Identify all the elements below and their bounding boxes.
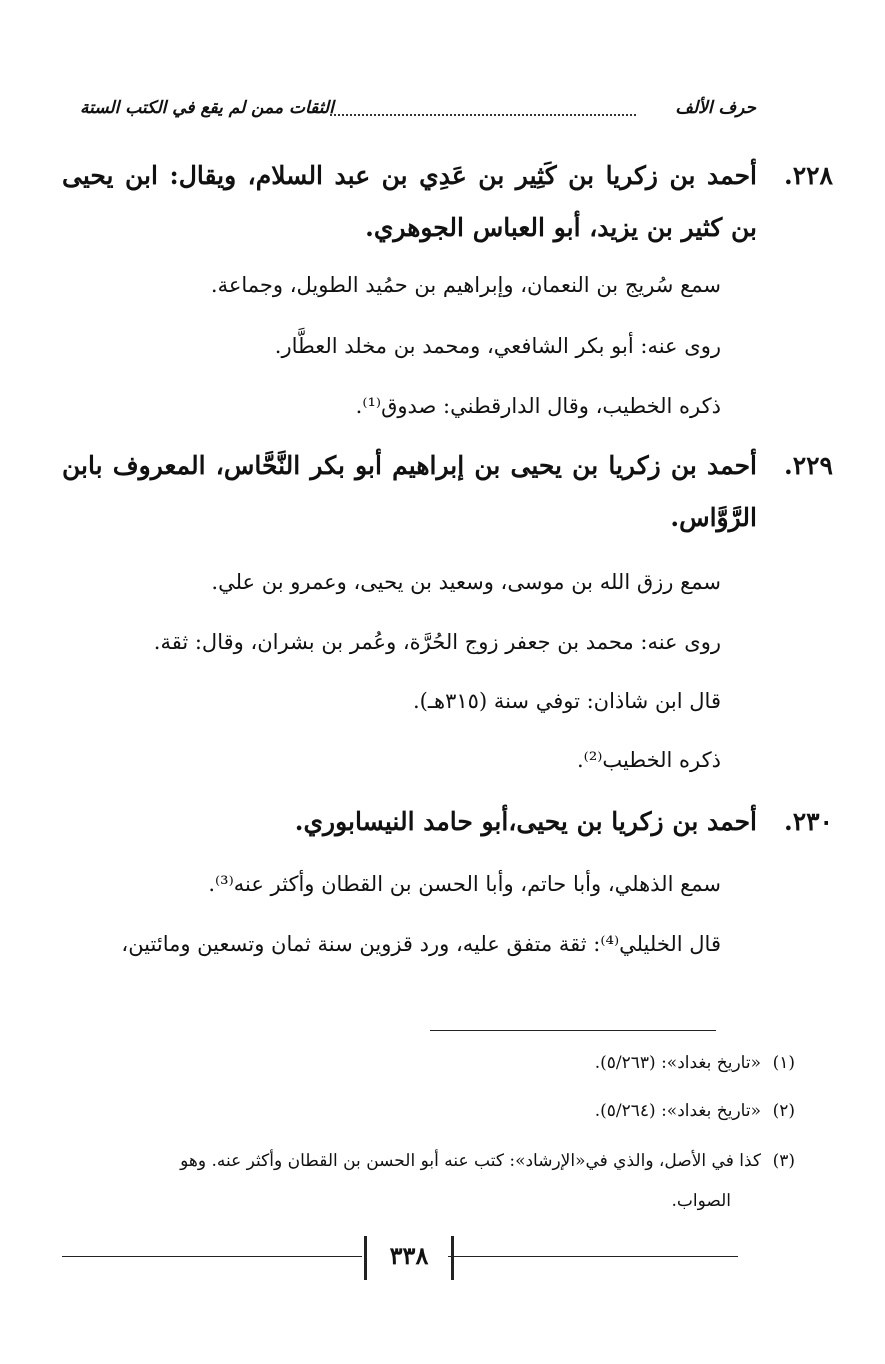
entry-line: قال ابن شاذان: توفي سنة (٣١٥هـ). [413,689,721,713]
footnote-number: (٢) [772,1101,795,1121]
running-header [80,98,756,128]
footnote [48,1098,795,1124]
entry-line: ذكره الخطيب⁽²⁾. [576,748,721,772]
entry-line: روى عنه: محمد بن جعفر زوج الحُرَّة، وعُمر بن بشران، وقال: ثقة. [153,630,721,654]
footnote-continuation: الصواب. [671,1191,731,1211]
footnote-text: «تاريخ بغداد»: (٥/٢٦٣). [594,1053,761,1073]
footnote-number: (٣) [772,1151,795,1171]
entry-heading: أحمد بن زكريا بن يحيى بن إبراهيم أبو بكر النَّحَّاس، المعروف بابن الرَّوَّاس. [62,451,757,532]
entry-line: قال الخليلي⁽⁴⁾: ثقة متفق عليه، ورد قزوين سنة ثمان وتسعين ومائتين، [121,932,721,956]
footer-rule-left [62,1256,362,1257]
footer-rule-right [448,1256,738,1257]
footnote [48,1050,795,1076]
header-dot-leader [330,114,636,116]
entry-title [62,440,833,544]
entry-title [62,796,833,848]
entry-line: روى عنه: أبو بكر الشافعي، ومحمد بن مخلد العطَّار. [274,334,721,358]
entry-title [62,150,833,254]
entry-heading: أحمد بن زكريا بن كَثِير بن عَدِي بن عبد السلام، ويقال: ابن يحيى بن كثير بن يزيد، أبو العباس الجوهري. [62,161,757,242]
entry-number: ٢٣٠. [783,807,833,836]
footnote-text: كذا في الأصل، والذي في«الإرشاد»: كتب عنه أبو الحسن بن القطان وأكثر عنه. وهو [180,1151,761,1171]
entry-line: سمع رزق الله بن موسى، وسعيد بن يحيى، وعمرو بن علي. [211,570,721,594]
entry-number: ٢٢٩. [783,451,833,480]
footnote-text: «تاريخ بغداد»: (٥/٢٦٤). [594,1101,761,1121]
footnote-number: (١) [772,1053,795,1073]
entry-line: ذكره الخطيب، وقال الدارقطني: صدوق⁽¹⁾. [355,394,721,418]
entry-heading: أحمد بن زكريا بن يحيى،أبو حامد النيسابوري. [294,807,757,836]
entry-line: سمع الذهلي، وأبا حاتم، وأبا الحسن بن القطان وأكثر عنه⁽³⁾. [208,872,721,896]
entry-line: سمع سُريج بن النعمان، وإبراهيم بن حمُيد الطويل، وجماعة. [210,273,721,297]
header-chapter: حرف الألف [675,98,756,118]
entry-number: ٢٢٨. [783,161,833,190]
footnote [48,1148,795,1211]
page-number: ٣٣٨ [364,1236,454,1280]
header-book-title: الثقات ممن لم يقع في الكتب الستة [80,98,334,118]
footnote-separator [430,1030,716,1031]
